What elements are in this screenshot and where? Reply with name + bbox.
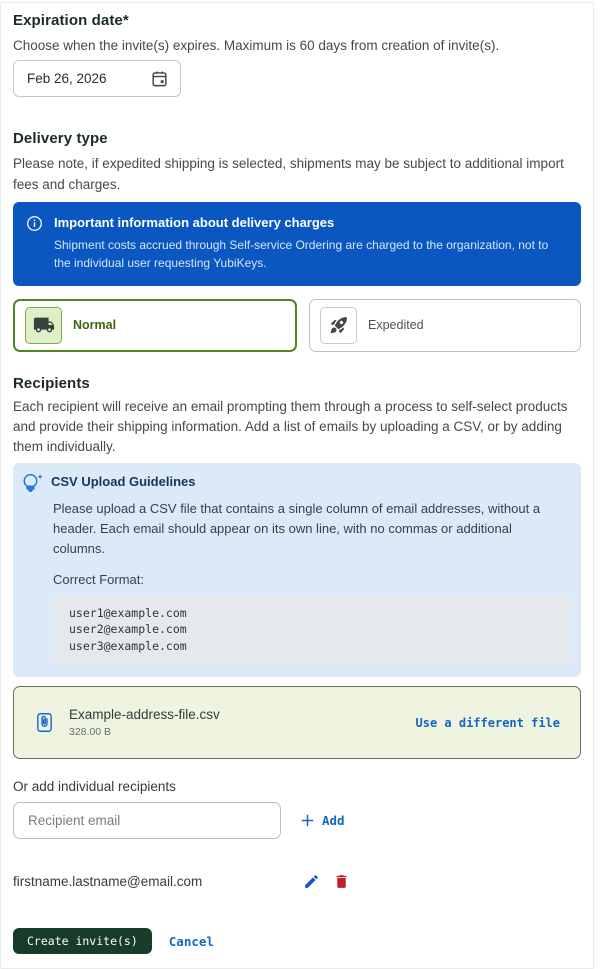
edit-recipient-button[interactable] [301, 871, 322, 892]
delivery-option-label: Expedited [368, 318, 424, 333]
csv-format-label: Correct Format: [53, 572, 145, 588]
expiration-date-heading: Expiration date* [13, 12, 129, 29]
uploaded-file-name: Example-address-file.csv [69, 707, 220, 723]
recipients-description: Each recipient will receive an email prompting them through a process to self-select products and provide their shipping information. Add a list of emails by uploading a CSV, or by adding them individually. [13, 398, 568, 455]
file-paperclip-icon [36, 712, 53, 733]
delivery-type-description: Please note, if expedited shipping is selected, shipments may be subject to additional import fees and charges. [13, 156, 564, 192]
truck-icon [25, 307, 62, 344]
banner-body: Shipment costs accrued through Self-service Ordering are charged to the organization, not to the individual user requesting YubiKeys. [54, 237, 549, 271]
calendar-icon[interactable] [150, 69, 169, 88]
expiration-date-description: Choose when the invite(s) expires. Maximum is 60 days from creation of invite(s). [13, 38, 500, 53]
recipient-email-input[interactable] [13, 802, 281, 839]
delivery-option-normal[interactable] [13, 299, 297, 352]
trash-icon [333, 873, 350, 890]
delivery-options [13, 299, 581, 352]
create-invite-form [0, 2, 594, 969]
added-recipient-row [13, 871, 581, 892]
delivery-option-label: Normal [73, 318, 117, 333]
expiration-date-field[interactable] [13, 60, 181, 97]
csv-guidelines-body: Please upload a CSV file that contains a single column of email addresses, without a header. Each email should appear on its own line, with no commas or additional columns. [53, 500, 541, 556]
csv-example-line: user1@example.com [69, 606, 187, 621]
rocket-icon [320, 307, 357, 344]
csv-example-line: user3@example.com [69, 638, 187, 653]
csv-example-line: user2@example.com [69, 622, 187, 637]
create-invites-button[interactable]: Create invite(s) [13, 928, 152, 954]
banner-title: Important information about delivery charges [54, 214, 335, 230]
pencil-icon [303, 873, 320, 890]
delivery-type-heading: Delivery type [13, 130, 108, 148]
plus-icon [301, 814, 314, 827]
uploaded-file-card [13, 686, 581, 759]
recipients-heading: Recipients [13, 374, 90, 392]
delivery-option-expedited[interactable] [309, 299, 581, 352]
uploaded-file-size: 328.00 B [69, 726, 112, 739]
cancel-button[interactable]: Cancel [168, 933, 214, 949]
csv-guidelines-title: CSV Upload Guidelines [51, 473, 196, 489]
individual-recipients-label: Or add individual recipients [13, 779, 176, 795]
added-recipient-email: firstname.lastname@email.com [13, 874, 203, 890]
add-recipient-button[interactable] [301, 813, 345, 828]
delete-recipient-button[interactable] [331, 871, 352, 892]
delivery-charges-banner [13, 202, 581, 286]
use-different-file-link[interactable]: Use a different file [415, 715, 560, 730]
csv-guidelines-box [13, 463, 581, 677]
expiration-date-value: Feb 26, 2026 [27, 71, 107, 87]
info-icon [26, 214, 43, 232]
add-button-label: Add [322, 813, 345, 829]
lightbulb-sparkle-icon [23, 471, 43, 493]
csv-example-block [53, 596, 571, 664]
